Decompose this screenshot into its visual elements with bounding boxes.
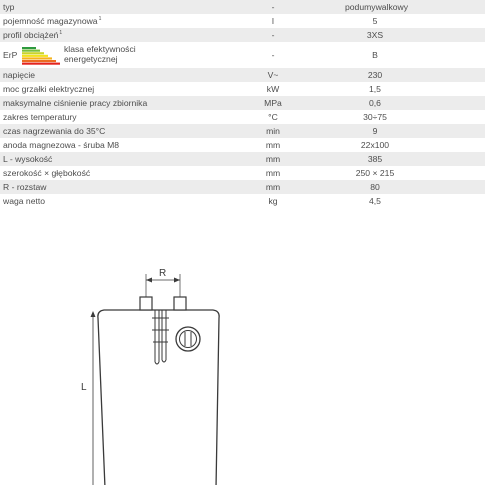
spec-unit: l [272, 16, 274, 26]
spec-unit: °C [268, 112, 278, 122]
spec-label: profil obciążeń$^1$ [3, 30, 63, 40]
spec-value: 3XS [366, 30, 384, 40]
spec-unit: mm [265, 140, 281, 150]
spec-unit: mm [265, 182, 281, 192]
spec-label: czas nagrzewania do 35°C [3, 126, 106, 136]
spec-label: maksymalne ciśnienie pracy zbiornika [3, 98, 148, 108]
spec-value: podumywalkowy [345, 2, 409, 12]
spec-unit: V~ [267, 70, 279, 80]
thermostat-knob-icon [176, 327, 200, 351]
spec-label: waga netto [3, 196, 46, 206]
spec-unit: - [271, 2, 275, 12]
spec-value: 22x100 [360, 140, 390, 150]
spec-label: pojemność magazynowa$^1$ [3, 16, 102, 26]
erp-class-label: klasa efektywności energetycznej [64, 44, 136, 64]
spec-value: 4,5 [369, 196, 381, 206]
spec-value: 80 [370, 182, 380, 192]
spec-label: szerokość × głębokość [3, 168, 91, 178]
spec-unit: MPa [264, 98, 282, 108]
spec-unit: - [271, 50, 275, 60]
spec-value: 5 [372, 16, 378, 26]
dimension-r-arrow-left [146, 278, 152, 283]
spec-unit: kW [266, 84, 280, 94]
spec-label: moc grzałki elektrycznej [3, 84, 95, 94]
spec-value: 250 × 215 [355, 168, 395, 178]
dimension-l-label: L [81, 382, 87, 393]
spec-unit: min [266, 126, 280, 136]
footnote-marker: 1 [59, 30, 63, 36]
dimension-r-label: R [159, 268, 167, 279]
spec-value: 1,5 [369, 84, 381, 94]
spec-label: typ [3, 2, 15, 12]
spec-label: L - wysokość [3, 154, 53, 164]
spec-value: 0,6 [369, 98, 381, 108]
spec-label: zakres temperatury [3, 112, 77, 122]
spec-unit: mm [265, 168, 281, 178]
spec-value: 385 [367, 154, 383, 164]
spec-label: anoda magnezowa - śruba M8 [3, 140, 120, 150]
internal-pipes [152, 310, 169, 364]
spec-label: ErP [3, 50, 18, 60]
dimension-r-arrow-right [174, 278, 180, 283]
spec-value: B [372, 50, 378, 60]
spec-unit: mm [265, 154, 281, 164]
footnote-marker: 1 [98, 16, 102, 22]
outlet-pipe [174, 297, 186, 310]
spec-unit: kg [268, 196, 278, 206]
spec-label: napięcie [3, 70, 36, 80]
dimension-l-arrow-top [91, 311, 96, 317]
spec-value: 230 [367, 70, 383, 80]
spec-label: R - rozstaw [3, 182, 47, 192]
spec-value: 30÷75 [363, 112, 387, 122]
spec-unit: - [271, 30, 275, 40]
spec-value: 9 [372, 126, 378, 136]
inlet-pipe [140, 297, 152, 310]
